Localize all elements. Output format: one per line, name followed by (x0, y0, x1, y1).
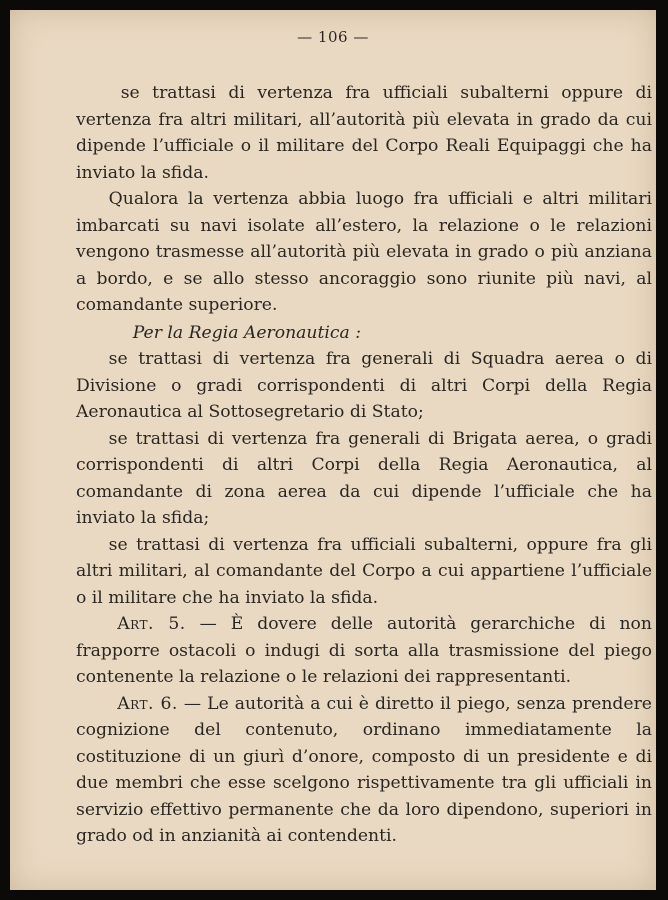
paragraph-air-subalterns: se trattasi di vertenza fra ufficiali subalterni, oppure fra gli altri militari, al comandante del Corpo a cui appartiene l’ufficiale o il militare che ha inviato la sfida. (76, 534, 652, 608)
article-6 (76, 691, 652, 850)
article-5-text: — È dovere delle autorità gerarchiche di non frapporre ostacoli o indugi di sorta alla trasmissione del piego contenente la relazione o le relazioni dei rappresentanti. (76, 614, 652, 687)
paragraph-brigata-generals: se trattasi di vertenza fra generali di Brigata aerea, o gradi corrispondenti di altri Corpi della Regia Aeronautica, al comandante di zona aerea da cui dipende l’ufficiale che ha inviato la sfida; (76, 428, 652, 528)
body-text (76, 80, 652, 850)
article-6-text: — Le autorità a cui è diretto il piego, senza prendere cognizione del contenuto, ordinano immediatamente la costituzione di un giurì d’onore, composto di un presidente e di due membri che esse scelgono rispettivamente tra gli ufficiali in servizio effettivo permanente che da loro dipendono, superiori in grado od in anzianità ai contendenti. (76, 693, 652, 846)
book-page (10, 10, 656, 890)
paragraph-ships-abroad: Qualora la vertenza abbia luogo fra ufficiali e altri militari imbarcati su navi isolate all’estero, la relazione o le relazioni vengono trasmesse all’autorità più elevata in grado o più anziana a bordo, e se allo stesso ancoraggio sono riunite più navi, al comandante superiore. (76, 189, 652, 315)
article-6-label: Art. 6. (117, 693, 178, 714)
section-heading-aeronautica: Per la Regia Aeronautica : (132, 322, 361, 343)
paragraph-navy-subalterns: se trattasi di vertenza fra ufficiali subalterni oppure di vertenza fra altri militari, all’autorità più elevata in grado da cui dipende l’ufficiale o il militare del Corpo Reali Equipaggi che ha inviato la sfida. (76, 83, 652, 183)
article-5-label: Art. 5. (117, 614, 186, 634)
page-number: — 106 — (297, 28, 369, 46)
paragraph-squadra-generals: se trattasi di vertenza fra generali di Squadra aerea o di Divisione o gradi corrispondenti di altri Corpi della Regia Aeronautica al Sottosegretario di Stato; (76, 349, 652, 422)
article-5 (76, 611, 652, 691)
